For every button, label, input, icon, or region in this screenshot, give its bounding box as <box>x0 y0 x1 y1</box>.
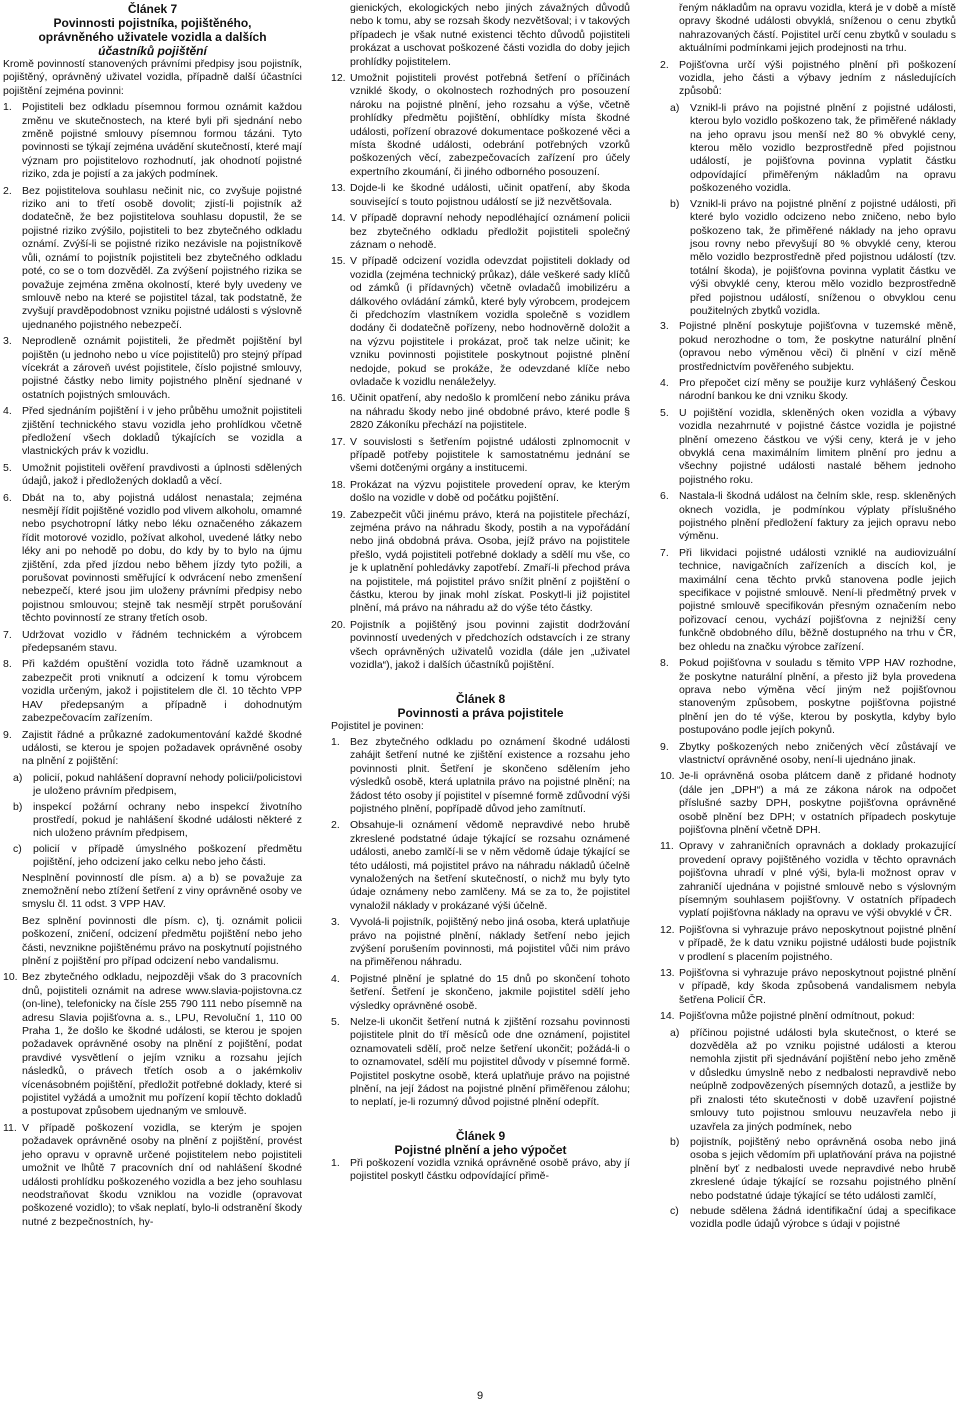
article-8-number: Článek 8 <box>455 691 506 706</box>
sub-list-item: a) policií, pokud nahlášení dopravní nehody policii/policistovi je uloženo právním předpisem, <box>13 771 302 798</box>
list-item: 4. Před sjednáním pojištění i v jeho průběhu umožnit pojistiteli zjištění technického stavu vozidla jeho prohlídkou včetně předložení všech dokladů týkajících se vozidla a vlastnických práv k vozidlu. <box>3 405 302 458</box>
list-item: 2. Obsahuje-li oznámení vědomě nepravdivé nebo hrubě zkreslené podstatné údaje týkající se rozsahu oznámené události, anebo zamlčí-li se v něm vědomě údaje týkající se této události, má pojistitel právo na náhradu nákladů účelně vynaložených na šetření skutečností, o nichž mu byly tyto údaje oznámeny nebo zamlčeny. Má se za to, že pojistitel vynaložil náklady v prokázané výši účelně. <box>331 819 630 912</box>
list-item: 4. Pojistné plnění je splatné do 15 dnů po skončení tohoto šetření. Šetření je skončeno, jakmile pojistitel sdělí jeho výsledky oprávněné osobě. <box>331 972 630 1012</box>
list-item: 2. Bez pojistitelova souhlasu nečinit nic, co zvyšuje pojistné riziko ani to třetí osobě dovolit; zjistí-li pojistník až dodatečně, že bez pojistitelova souhlasu dopustil, že se pojistné riziko zvýšilo, pojistiteli to bez zbytečného odkladu oznámí. Zvýší-li se pojistné riziko nezávisle na pojistníkově vůli, oznámí to pojistník pojistiteli bez zbytečného odkladu poté, co se o tom dozvěděl. Za zvýšení pojistného rizika se považuje zejména změna okolností, které byly uvedeny ve smlouvě nebo na které se pojistitel tázal, tak podstatně, že zvyšují pravděpodobnost vzniku pojistné události s výslovně ujednaného pojistného nebezpečí. <box>3 184 302 331</box>
list-item: 11. V případě poškození vozidla, se kterým je spojen požadavek oprávněné osoby na plnění z pojištění, provést jeho opravu v opravně určené pojistitelem nebo pojistiteli umožnit ve lhůtě 7 pracovních dní od nahlášení škodné události prohlídku poškozeného vozidla a bez jeho souhlasu neodstraňovat škodu vzniklou na vozidle (opravovat poškozené vozidlo); to však neplatí, bylo-li odstranění škody nutné z bezpečnostních, hy- <box>3 1121 302 1228</box>
continued-paragraph: gienických, ekologických nebo jiných závažných důvodů nebo k tomu, aby se rozsah škody nezvětšoval; i v takových případech je však nutné existenci těchto důvodů pojistiteli prokázat a uschovat poškozené části vozidla do doby jejich prohlídky pojistitelem. <box>350 2 630 68</box>
article-9-title: Pojistné plnění a jeho výpočet <box>394 1142 567 1157</box>
column-left <box>3 2 302 1376</box>
list-item: 7. Udržovat vozidlo v řádném technickém a výrobcem předepsaném stavu. <box>3 628 302 655</box>
article-7-number: Článek 7 <box>127 2 178 16</box>
list-item: 1. Pojistiteli bez odkladu písemnou formou oznámit každou změnu ve skutečnostech, na které byli při sjednání nebo změně pojistné smlouvy písemnou formou tázáni. Tyto povinnosti se týkají zejména uvádění skutečností, které mají význam pro pojistitelovo rozhodnutí, jak ohodnotí pojistné riziko, zda je pojistí a za jakých podmínek. <box>3 101 302 181</box>
sub-list-item: a) příčinou pojistné události byla skutečnost, o které se dozvěděla až po vzniku pojistné události a kterou nemohla zjistit při sjednávání pojištění nebo jeho změně v důsledku úmyslně nebo z nedbalosti nepravdivě nebo neúplně zodpovězených písemných dotazů, a jestliže by při znalosti této skutečnosti v době uzavření pojistné smlouvy tuto pojistnou smlouvu neuzavřela nebo ji uzavřela za jiných podmínek, nebo <box>670 1026 956 1133</box>
sub-list-item: b) pojistník, pojištěný nebo oprávněná osoba nebo jiná osoba s jejich vědomím při uplatňování práva na pojistné plnění byť z nedbalosti uvede nepravdivé nebo hrubě zkreslené údaje týkající se rozsahu pojistného plnění nebo podstatné údaje týkající se této události zamlčí, <box>670 1135 956 1202</box>
list-item: 9. Zajistit řádné a průkazné zadokumentování každé škodné události, se kterou je spojen požadavek oprávněné osoby na plnění z pojištění: <box>3 728 302 768</box>
list-item: 2. Pojišťovna určí výši pojistného plnění při poškození vozidla, jeho části a výbavy jedním z následujících způsobů: <box>660 58 956 98</box>
sub-list-item: c) nebude sdělena žádná identifikační údaj a specifikace vozidla podle údajů výrobce s údaji v pojistné <box>670 1204 956 1231</box>
list-item: 12. Pojišťovna si vyhrazuje právo neposkytnout pojistné plnění v případě, že k datu vzniku pojistné události bude pojistník v prodlení s placením pojistného. <box>660 923 956 963</box>
article-7-title-line3: účastníků pojištění <box>98 44 207 58</box>
list-item: 13. Pojišťovna si vyhrazuje právo neposkytnout pojistné plnění v případě, kdy škoda způsobená vandalismem nebyla šetřena Policií ČR. <box>660 967 956 1006</box>
list-item: 18. Prokázat na výzvu pojistitele provedení oprav, ke kterým došlo na vozidle v době od počátku pojištění. <box>331 478 630 505</box>
list-item: 20. Pojistník a pojištěný jsou povinni zajistit dodržování povinností uvedených v předchozích odstavcích i ze strany všech oprávněných uživatelů vozidla (dále jen „uživatel vozidla“), jakož i dalších účastníků pojištění. <box>331 618 630 672</box>
list-item: 10. Je-li oprávněná osoba plátcem daně z přidané hodnoty (dále jen „DPH“) a má ze zákona nárok na odpočet příslušné sazby DPH, poskytne pojišťovna oprávněné osobě plnění bez DPH; v ostatních případech poskytuje pojišťovna plnění včetně DPH. <box>660 770 956 836</box>
list-item: 5. Nelze-li ukončit šetření nutná k zjištění rozsahu povinnosti pojistitele plnit do tří měsíců ode dne oznámení, pojistitel oznamovateli sdělí, proč nelze šetření ukončit; požádá-li o to oznamovatel, sdělí mu pojistitel důvody v písemné formě. Pojistitel poskytne osobě, která uplatňuje právo na pojistné plnění, na její žádost na pojistné plnění přiměřenou zálohu; to neplatí, je-li rozumný důvod pojistné plnění odepřít. <box>331 1016 630 1109</box>
list-item: 3. Neprodleně oznámit pojistiteli, že předmět pojištění byl pojištěn (u jednoho nebo u více pojistitelů) pro stejný případ vícekrát a zároveň uvést pojistitele, číslo pojistné smlouvy, pojistné částky nebo limity pojistného plnění sjednané v ostatních pojistných smlouvách. <box>3 335 302 401</box>
list-item: 16. Učinit opatření, aby nedošlo k promlčení nebo zániku práva na náhradu škody nebo jiné obdobné právo, které podle § 2820 Zákoníku přechází na pojistitele. <box>331 392 630 432</box>
list-item: 14. V případě dopravní nehody nepodléhající oznámení policii bez zbytečného odkladu předložit pojistiteli společný záznam o nehodě. <box>331 212 630 251</box>
article-7-intro: Kromě povinností stanovených právními předpisy jsou pojistník, pojištěný, oprávněný uživatel vozidla, případně další účastníci pojištění zejména povinni: <box>3 58 302 97</box>
list-item: 4. Pro přepočet cizí měny se použije kurz vyhlášený Českou národní bankou ke dni vzniku škody. <box>660 376 956 403</box>
list-item: 11. Opravy v zahraničních opravnách a doklady prokazující provedení opravy pojištěného vozidla v těchto opravnách pojišťovna uhradí v plné výši, byla-li možnost oprav v zahraničí ujednána v pojistné smlouvě nebo s výslovným písemným souhlasem pojišťovny. V ostatních případech vyplatí pojišťovna náklady na opravu ve výši obvyklé v ČR. <box>660 840 956 920</box>
sub-list-item: c) policií v případě úmyslného poškození předmětu pojištění, jeho odcizení jako celku nebo jeho části. <box>13 842 302 869</box>
list-item: 7. Při likvidaci pojistné události vzniklé na audiovizuální technice, navigačních zařízeních a discích kol, je maximální cena těchto prvků stanovena podle jejich specifikace v pojistné smlouvě. Není-li předmětný prvek v pojistné smlouvě specifikován přesným označením nebo pořizovací cenou, vychází pojišťovna z nejnižší ceny funkčně obdobného dílu, běžně dostupného na trhu v ČR, bez ohledu na značku výrobce zařízení. <box>660 546 956 653</box>
list-item: 13. Dojde-li ke škodné události, učinit opatření, aby škoda související s touto pojistnou událostí se již nezvětšovala. <box>331 182 630 208</box>
list-item: 19. Zabezpečit vůči jinému právo, která na pojistitele přechází, zejména právo na náhradu škody, postih a na vypořádání nebo jiná obdobná práva. Osoba, jejíž právo na pojistitele přešlo, vydá pojistiteli potřebné doklady a sdělí mu vše, co je k uplatnění pohledávky zapotřebí. Zmaří-li přechod práva na pojistitele, má pojistitel právo snížit plnění z pojištění o částku, kterou by jinak mohl získat. Poskytl-li již pojistitel plnění, má právo na náhradu až do výše této částky. <box>331 508 630 615</box>
list-item: 5. U pojištění vozidla, skleněných oken vozidla a výbavy vozidla nezahrnuté v pojistné částce vozidla je pojistné plnění omezeno částkou ve výši ceny, která je v jeho obvyklá cena maximálním limitem plnění pro jednu a všechny pojistné události nastalé během jednoho pojistného roku. <box>660 406 956 486</box>
list-item: 3. Pojistné plnění poskytuje pojišťovna v tuzemské měně, pokud nerozhodne o tom, že poskytne naturální plnění (opravou nebo výměnou věci) či plnění v cizí měně prostřednictvím pověřeného subjektu. <box>660 320 956 373</box>
list-item: 3. Vyvolá-li pojistník, pojištěný nebo jiná osoba, která uplatňuje právo na pojistné plnění, náklady šetření nebo jejich zvýšení porušením povinnosti, má pojistitel vůči nim právo na přiměřenou náhradu. <box>331 916 630 969</box>
article-8-intro: Pojistitel je povinen: <box>331 719 424 732</box>
list-item: 14. Pojišťovna může pojistné plnění odmítnout, pokud: <box>660 1010 915 1023</box>
page-number: 9 <box>476 1390 484 1402</box>
sub-list-item: a) Vznikl-li právo na pojistné plnění z pojistné události, kterou bylo vozidlo poškozeno tak, že přiměřené náklady na jeho opravu jsou menší než 80 % obvyklé ceny, kterou mělo vozidlo bezprostředně před pojistnou událostí, je pojišťovna povinna vyplatit částku odpovídající přiměřeným nákladům na opravu poškozeného vozidla. <box>670 101 956 195</box>
article-7-title-line1: Povinnosti pojistníka, pojištěného, <box>53 16 252 30</box>
list-item: 6. Nastala-li škodná událost na čelním skle, resp. skleněných oknech vozidla, je podmínkou výplaty příslušného pojistného plnění předložení faktury za jejich opravu nebo výměnu. <box>660 490 956 543</box>
list-item: 9. Zbytky poškozených nebo zničených věcí zůstávají ve vlastnictví oprávněné osoby, není-li ujednáno jinak. <box>660 740 956 766</box>
list-item: 6. Dbát na to, aby pojistná událost nenastala; zejména nesmějí řídit pojištěné vozidlo pod vlivem alkoholu, omamné nebo psychotropní látky nebo léku označeného zákazem řídit motorové vozidlo, požívat alkohol, uvedené látky nebo léky ani po nehodě po dobu, do kdy by to bylo na újmu zjištění, zda před jízdou nebo během jízdy tyto požili, a porušovat povinnosti směřující k odvrácení nebo zmenšení nebezpečí, které jsou jim uloženy právními předpisy nebo pojistnou smlouvou; stejně tak nesmějí strpět porušování těchto povinností ze strany třetích osob. <box>3 491 302 625</box>
list-item: 15. V případě odcizení vozidla odevzdat pojistiteli doklady od vozidla (zejména technický průkaz), dále veškeré sady klíčů od zámků (i přídavných) včetně ovladačů imobilizéru a dálkového ovládání zámků, které byly výrobcem, prodejcem či předchozím vlastníkem vozidla společně s vozidlem dodány či dodatečně pořízeny, nebo hodnověrně doložit a na výzvu pojistitele i prokázat, proč tak nelze učinit; ke vzniku povinnosti pojistitele poskytnout pojistné plnění nedojde, pokud se prokáže, že odevzdané klíče nebo ovladače k vozidlu nenáleželyy. <box>331 255 630 388</box>
list-item: 1. Při poškození vozidla vzniká oprávněné osobě právo, aby jí pojistitel poskytl částku odpovídající přimě- <box>331 1156 630 1183</box>
article-9-number: Článek 9 <box>455 1128 506 1143</box>
list-item-paragraph: Nesplnění povinností dle písm. a) a b) se považuje za znemožnění nebo ztížení šetření z viny oprávněné osoby ve smyslu čl. 11 odst. 3 VPP HAV. <box>22 871 302 911</box>
sub-list-item: b) inspekcí požární ochrany nebo inspekcí životního prostředí, pokud je nahlášení škodné události některé z nich uloženo právním předpisem, <box>13 800 302 840</box>
list-item: 1. Bez zbytečného odkladu po oznámení škodné události zahájit šetření nutné ke zjištění existence a rozsahu jeho povinnosti plnit. Šetření je skončeno sdělením jeho výsledků osobě, která uplatnila právo na pojistné plnění; na žádost této osoby jí pojistitel v písemné formě zdůvodní výši pojistného plnění, popřípadě důvod jeho zamítnutí. <box>331 735 630 815</box>
list-item: 8. Při každém opuštění vozidla toto řádně uzamknout a zabezpečit proti vniknutí a odcizení k tomu výrobcem vozidla určeným, jakož i pojistitelem dle čl. 10 těchto VPP HAV předepsaným a případně i dohodnutým zabezpečovacím zařízením. <box>3 658 302 725</box>
list-item: 17. V souvislosti s šetřením pojistné události zplnomocnit v případě potřeby pojistitele k samostatnému jednání se všemi dotčenými orgány a institucemi. <box>331 435 630 475</box>
article-7-title-line2: oprávněného uživatele vozidla a dalších <box>38 30 267 44</box>
list-item: 12. Umožnit pojistiteli provést potřebná šetření o příčinách vzniklé škody, o okolnostech rozhodných pro posouzení nároku na pojistné plnění, jeho rozsahu a výše, včetně prohlídky předmětu pojištění, obhlídky místa škodné události, pořízení obrazové dokumentace poškozené věci a místa škodné události, odebrání potřebných vzorků poškozených věcí, zabezpečovacích zařízení pro účely expertního zkoumání, či jiného odborného posouzení. <box>331 72 630 178</box>
list-item-paragraph: Bez splnění povinnosti dle písm. c), tj. oznámit policii poškození, zničení, odcizení předmětu pojištění nebo jeho části, nevznikne pojištěnému právo na poskytnutí pojistného plnění z pojištění pro případ odcizení nebo vandalismu. <box>22 914 302 967</box>
list-item: 10. Bez zbytečného odkladu, nejpozději však do 3 pracovních dnů, pojistiteli oznámit na adrese www.slavia-pojistovna.cz (on-line), telefonicky na čísle 255 790 111 nebo písemně na adresu Slavia pojišťovna a. s., LPU, Revoluční 1, 110 00 Praha 1, že došlo ke škodné události, se kterou je spojen požadavek oprávněné osoby na plnění z pojištění, podat pravdivé vysvětlení o jejím vzniku a rozsahu jejích následků, o právech třetích osob a o jakémkoliv vícenásobném pojištění, předložit potřebné doklady, které si pojistitel vyžádá a umožnit mu pořízení kopií těchto dokladů a postupovat způsobem ujednaným ve smlouvě. <box>3 971 302 1118</box>
column-middle <box>331 2 630 1376</box>
continued-paragraph: řeným nákladům na opravu vozidla, která je v době a místě opravy škodné události obvyklá, sníženou o cenu zbytků nahrazovaných částí. Pojistitel určí cenu zbytků v souladu s aktuálními podmínkami jejich prodejnosti na trhu. <box>679 2 956 55</box>
list-item: 5. Umožnit pojistiteli ověření pravdivosti a úplnosti sdělených údajů, jakož i předložených dokladů a věcí. <box>3 461 302 488</box>
column-right <box>660 2 956 1376</box>
article-8-title: Povinnosti a práva pojistitele <box>397 705 564 720</box>
list-item: 8. Pokud pojišťovna v souladu s těmito VPP HAV rozhodne, že poskytne naturální plnění, a přesto již byla provedena oprava nebo výměna věcí jiným než pojišťovnou stanoveným způsobem, poskytne pojišťovna pojistné plnění jen do té výše, kterou by poskytla, kdyby bylo postupováno podle jejích pokynů. <box>660 657 956 737</box>
sub-list-item: b) Vznikl-li právo na pojistné plnění z pojistné události, při které bylo vozidlo odcizeno nebo zničeno, nebo bylo poškozeno tak, že přiměřené náklady na jeho opravu jsou rovny nebo převyšují 80 % obvyklé ceny, kterou mělo vozidlo bezprostředně před pojistnou událostí (tzv. totální škoda), je pojišťovna povinna vyplatit částku ve výši obvyklé ceny, kterou mělo vozidlo bezprostředně před pojistnou událostí, sníženou o obvyklou cenu použitelných zbytků vozidla. <box>670 197 956 317</box>
